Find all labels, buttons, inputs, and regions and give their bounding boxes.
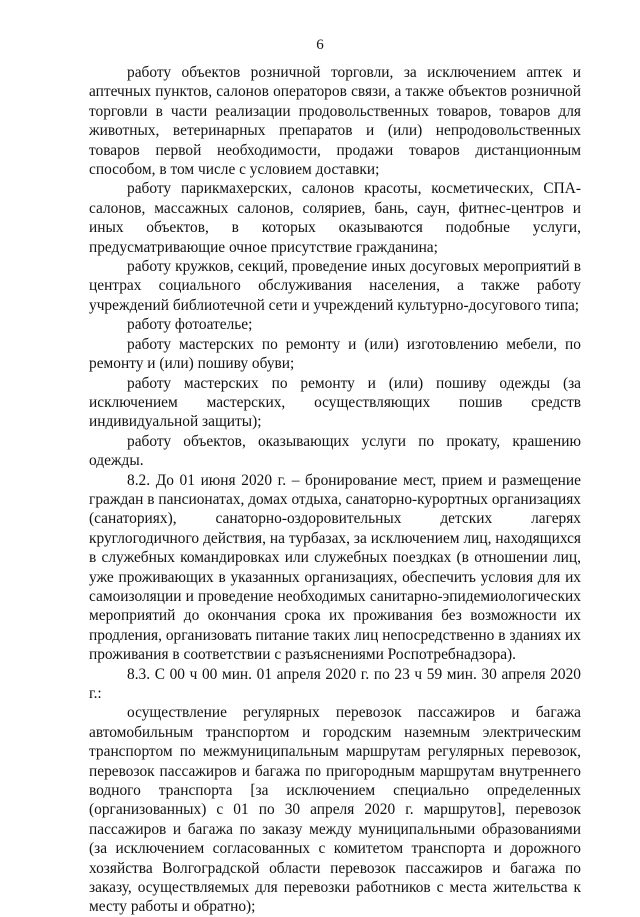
paragraph-section-8-2: 8.2. До 01 июня 2020 г. – бронирование мест, прием и размещение граждан в пансионатах, домах отдыха, санаторно-курортных организациях (санаториях), санаторно-оздоровительных детских лагерях круглогодичного действия, на турбазах, за исключением лиц, находящихся в служебных командировках или служебных поездках (в отношении лиц, уже проживающих в указанных организациях, обеспечить условия для их самоизоляции и проведение необходимых санитарно-эпидемиологических мероприятий до окончания срока их проживания без возможности их продления, организовать питание таких лиц непосредственно в зданиях их проживания в соответствии с разъяснениями Роспотребнадзора).: [89, 471, 581, 664]
paragraph-rental: работу объектов, оказывающих услуги по прокату, крашению одежды.: [89, 432, 581, 470]
paragraph-clothing-repair: работу мастерских по ремонту и (или) пошиву одежды (за исключением мастерских, осуществляющих пошив средств индивидуальной защиты);: [89, 374, 581, 431]
paragraph-transport: осуществление регулярных перевозок пассажиров и багажа автомобильным транспортом и городским наземным электрическим транспортом по межмуниципальным маршрутам регулярных перевозок, перевозок пассажиров и багажа по пригородным маршрутам внутреннего водного транспорта [за исключением специально определенных (организованных) с 01 по 30 апреля 2020 г. маршрутов], перевозок пассажиров и багажа по заказу между муниципальными образованиями (за исключением согласованных с комитетом транспорта и дорожного хозяйства Волгоградской области перевозок пассажиров и багажа по заказу, осуществляемых для перевозки работников с места жительства к месту работы и обратно);: [89, 704, 581, 916]
paragraph-clubs: работу кружков, секций, проведение иных досуговых мероприятий в центрах социального обслуживания населения, а также работу учреждений библиотечной сети и учреждений культурно-досугового типа;: [89, 258, 581, 314]
paragraph-furniture-shoe-repair: работу мастерских по ремонту и (или) изготовлению мебели, по ремонту и (или) пошиву обуви;: [89, 335, 581, 373]
paragraph-photo-studios: работу фотоателье;: [127, 316, 253, 334]
document-body: [89, 63, 581, 917]
paragraph-retail: работу объектов розничной торговли, за исключением аптек и аптечных пунктов, салонов операторов связи, а также объектов розничной торговли в части реализации продовольственных товаров, товаров для животных, ветеринарных препаратов и (или) непродовольственных товаров первой необходимости, продажи товаров дистанционным способом, в том числе с условием доставки;: [89, 64, 581, 179]
page-number: 6: [316, 37, 324, 53]
paragraph-section-8-3: 8.3. С 00 ч 00 мин. 01 апреля 2020 г. по 23 ч 59 мин. 30 апреля 2020 г.:: [89, 665, 581, 702]
paragraph-salons: работу парикмахерских, салонов красоты, косметических, СПА-салонов, массажных салонов, соляриев, бань, саун, фитнес-центров и иных объектов, в которых оказываются подобные услуги, предусматривающие очное присутствие гражданина;: [89, 180, 581, 256]
